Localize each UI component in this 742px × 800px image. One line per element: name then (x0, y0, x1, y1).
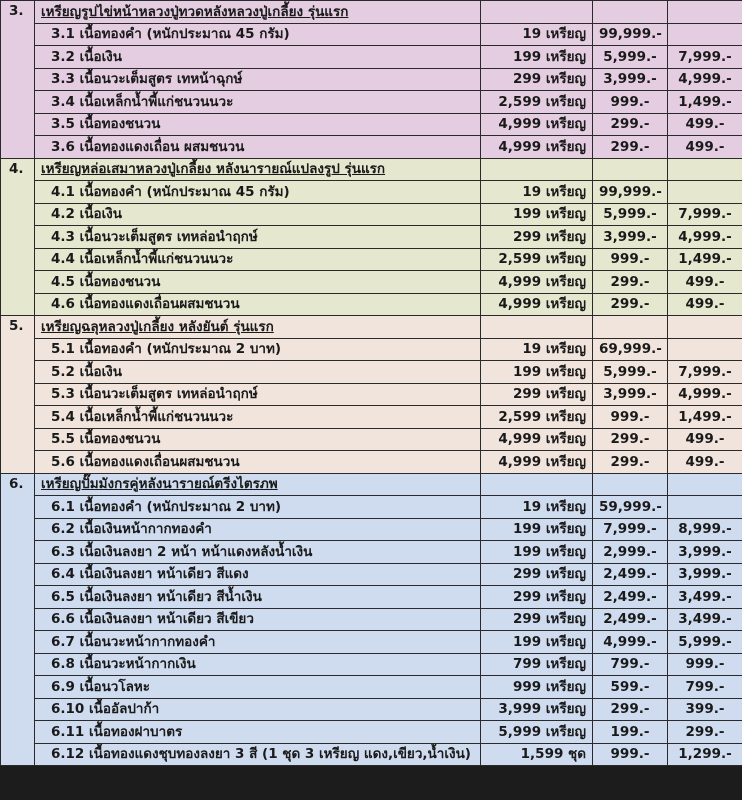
item-quantity: 19 เหรียญ (481, 338, 593, 361)
item-name: 3.6 เนื้อทองแดงเถื่อน ผสมชนวน (35, 136, 481, 159)
item-price-2: 999.- (668, 653, 742, 676)
section-number: 4. (1, 158, 35, 316)
item-price-1: 2,499.- (593, 586, 668, 609)
empty-cell (481, 473, 593, 496)
item-price-2: 3,999.- (668, 541, 742, 564)
item-name: 3.1 เนื้อทองคำ (หนักประมาณ 45 กรัม) (35, 23, 481, 46)
item-quantity: 2,599 เหรียญ (481, 406, 593, 429)
item-name: 4.1 เนื้อทองคำ (หนักประมาณ 45 กรัม) (35, 181, 481, 204)
item-price-2 (668, 23, 742, 46)
item-price-1: 599.- (593, 676, 668, 699)
item-price-1: 299.- (593, 113, 668, 136)
item-quantity: 799 เหรียญ (481, 653, 593, 676)
item-name: 5.3 เนื้อนวะเต็มสูตร เทหล่อนำฤกษ์ (35, 383, 481, 406)
item-name: 6.4 เนื้อเงินลงยา หน้าเดียว สีแดง (35, 563, 481, 586)
table-row (1, 361, 742, 384)
item-price-2: 4,999.- (668, 68, 742, 91)
section-title: เหรียญปั๊มมังกรคู่หลังนารายณ์ตรีงไตรภพ (41, 476, 278, 493)
item-price-1: 99,999.- (593, 23, 668, 46)
table-row (1, 68, 742, 91)
table-row (1, 698, 742, 721)
section-header-row (1, 316, 742, 339)
table-row (1, 226, 742, 249)
item-name: 3.4 เนื้อเหล็กน้ำพี้แก่ชนวนนวะ (35, 91, 481, 114)
section-header-row (1, 473, 742, 496)
table-row (1, 113, 742, 136)
item-price-2: 1,299.- (668, 743, 742, 766)
item-price-1: 999.- (593, 248, 668, 271)
item-price-2: 1,499.- (668, 406, 742, 429)
item-price-1: 999.- (593, 406, 668, 429)
table-row (1, 46, 742, 69)
item-name: 5.2 เนื้อเงิน (35, 361, 481, 384)
item-name: 5.5 เนื้อทองชนวน (35, 428, 481, 451)
item-price-1: 3,999.- (593, 68, 668, 91)
item-name: 3.5 เนื้อทองชนวน (35, 113, 481, 136)
item-price-1: 999.- (593, 743, 668, 766)
table-row (1, 338, 742, 361)
price-table-body (1, 1, 742, 766)
item-name: 3.2 เนื้อเงิน (35, 46, 481, 69)
item-name: 5.1 เนื้อทองคำ (หนักประมาณ 2 บาท) (35, 338, 481, 361)
item-name: 4.5 เนื้อทองชนวน (35, 271, 481, 294)
item-price-1: 69,999.- (593, 338, 668, 361)
item-price-2: 3,999.- (668, 563, 742, 586)
item-price-1: 3,999.- (593, 226, 668, 249)
item-price-2: 5,999.- (668, 631, 742, 654)
item-name: 6.11 เนื้อทองฝาบาตร (35, 721, 481, 744)
empty-cell (481, 1, 593, 24)
item-name: 4.2 เนื้อเงิน (35, 203, 481, 226)
item-price-2: 7,999.- (668, 46, 742, 69)
item-price-1: 5,999.- (593, 46, 668, 69)
item-quantity: 299 เหรียญ (481, 586, 593, 609)
table-row (1, 721, 742, 744)
item-price-2: 7,999.- (668, 361, 742, 384)
item-price-2: 8,999.- (668, 518, 742, 541)
item-name: 5.6 เนื้อทองแดงเถื่อนผสมชนวน (35, 451, 481, 474)
item-quantity: 5,999 เหรียญ (481, 721, 593, 744)
section-header-row (1, 158, 742, 181)
item-price-1: 2,499.- (593, 563, 668, 586)
item-price-1: 299.- (593, 698, 668, 721)
item-quantity: 4,999 เหรียญ (481, 113, 593, 136)
item-name: 6.9 เนื้อนวโลหะ (35, 676, 481, 699)
item-name: 6.2 เนื้อเงินหน้ากากทองคำ (35, 518, 481, 541)
empty-cell (593, 158, 668, 181)
section-title-cell (35, 158, 481, 181)
item-quantity: 999 เหรียญ (481, 676, 593, 699)
item-price-1: 799.- (593, 653, 668, 676)
table-row (1, 293, 742, 316)
table-row (1, 136, 742, 159)
section-title-cell (35, 473, 481, 496)
table-row (1, 608, 742, 631)
item-quantity: 4,999 เหรียญ (481, 451, 593, 474)
item-price-1: 99,999.- (593, 181, 668, 204)
section-number: 6. (1, 473, 35, 766)
item-price-2: 499.- (668, 428, 742, 451)
section-title-cell (35, 1, 481, 24)
item-price-2 (668, 496, 742, 519)
item-price-1: 299.- (593, 293, 668, 316)
item-price-1: 59,999.- (593, 496, 668, 519)
item-name: 6.10 เนื้ออัลปาก้า (35, 698, 481, 721)
item-price-2: 499.- (668, 451, 742, 474)
item-quantity: 299 เหรียญ (481, 383, 593, 406)
item-price-2: 499.- (668, 271, 742, 294)
table-row (1, 91, 742, 114)
empty-cell (593, 316, 668, 339)
item-price-1: 299.- (593, 136, 668, 159)
table-row (1, 586, 742, 609)
item-name: 4.4 เนื้อเหล็กน้ำพี้แก่ชนวนนวะ (35, 248, 481, 271)
section-number: 3. (1, 1, 35, 159)
item-name: 3.3 เนื้อนวะเต็มสูตร เทหน้าฉุกษ์ (35, 68, 481, 91)
item-quantity: 299 เหรียญ (481, 608, 593, 631)
item-price-2 (668, 181, 742, 204)
item-name: 6.8 เนื้อนวะหน้ากากเงิน (35, 653, 481, 676)
item-quantity: 299 เหรียญ (481, 226, 593, 249)
item-quantity: 19 เหรียญ (481, 23, 593, 46)
item-quantity: 2,599 เหรียญ (481, 248, 593, 271)
table-row (1, 451, 742, 474)
item-price-1: 199.- (593, 721, 668, 744)
empty-cell (593, 1, 668, 24)
item-price-2: 3,499.- (668, 586, 742, 609)
item-price-1: 299.- (593, 271, 668, 294)
table-row (1, 676, 742, 699)
item-name: 4.6 เนื้อทองแดงเถื่อนผสมชนวน (35, 293, 481, 316)
item-price-2: 1,499.- (668, 248, 742, 271)
item-quantity: 2,599 เหรียญ (481, 91, 593, 114)
item-price-2 (668, 338, 742, 361)
item-quantity: 4,999 เหรียญ (481, 271, 593, 294)
section-number: 5. (1, 316, 35, 474)
table-row (1, 563, 742, 586)
item-quantity: 199 เหรียญ (481, 541, 593, 564)
table-row (1, 383, 742, 406)
item-price-1: 299.- (593, 428, 668, 451)
empty-cell (668, 1, 742, 24)
empty-cell (668, 473, 742, 496)
item-price-1: 2,999.- (593, 541, 668, 564)
item-price-1: 299.- (593, 451, 668, 474)
item-price-2: 499.- (668, 293, 742, 316)
item-name: 6.3 เนื้อเงินลงยา 2 หน้า หน้าแดงหลังน้ำเงิน (35, 541, 481, 564)
item-quantity: 199 เหรียญ (481, 46, 593, 69)
table-row (1, 743, 742, 766)
table-row (1, 203, 742, 226)
section-title: เหรียญรูปไข่หน้าหลวงปู่ทวดหลังหลวงปู่เกลี้ยง รุ่นแรก (41, 3, 349, 20)
section-header-row (1, 1, 742, 24)
item-price-2: 1,499.- (668, 91, 742, 114)
item-price-1: 2,499.- (593, 608, 668, 631)
item-name: 6.12 เนื้อทองแดงชุบทองลงยา 3 สี (1 ชุด 3 เหรียญ แดง,เขียว,น้ำเงิน) (35, 743, 481, 766)
empty-cell (668, 158, 742, 181)
item-price-2: 499.- (668, 113, 742, 136)
item-price-1: 4,999.- (593, 631, 668, 654)
item-price-1: 3,999.- (593, 383, 668, 406)
item-quantity: 4,999 เหรียญ (481, 428, 593, 451)
item-quantity: 4,999 เหรียญ (481, 293, 593, 316)
empty-cell (481, 316, 593, 339)
item-price-1: 999.- (593, 91, 668, 114)
item-price-2: 299.- (668, 721, 742, 744)
item-price-1: 5,999.- (593, 203, 668, 226)
section-title-cell (35, 316, 481, 339)
item-quantity: 19 เหรียญ (481, 181, 593, 204)
table-row (1, 653, 742, 676)
empty-cell (593, 473, 668, 496)
item-price-2: 7,999.- (668, 203, 742, 226)
item-name: 6.6 เนื้อเงินลงยา หน้าเดียว สีเขียว (35, 608, 481, 631)
table-row (1, 496, 742, 519)
item-price-2: 499.- (668, 136, 742, 159)
item-quantity: 299 เหรียญ (481, 563, 593, 586)
item-quantity: 1,599 ชุด (481, 743, 593, 766)
item-price-1: 5,999.- (593, 361, 668, 384)
table-row (1, 518, 742, 541)
item-price-2: 4,999.- (668, 226, 742, 249)
table-row (1, 248, 742, 271)
table-row (1, 406, 742, 429)
empty-cell (668, 316, 742, 339)
empty-cell (481, 158, 593, 181)
item-quantity: 3,999 เหรียญ (481, 698, 593, 721)
item-quantity: 199 เหรียญ (481, 631, 593, 654)
table-row (1, 23, 742, 46)
item-price-2: 799.- (668, 676, 742, 699)
item-price-2: 3,499.- (668, 608, 742, 631)
table-row (1, 271, 742, 294)
item-name: 6.5 เนื้อเงินลงยา หน้าเดียว สีน้ำเงิน (35, 586, 481, 609)
item-quantity: 199 เหรียญ (481, 518, 593, 541)
table-row (1, 181, 742, 204)
item-price-2: 399.- (668, 698, 742, 721)
item-name: 6.1 เนื้อทองคำ (หนักประมาณ 2 บาท) (35, 496, 481, 519)
section-title: เหรียญฉลุหลวงปู่เกลี้ยง หลังยันต์ รุ่นแรก (41, 318, 274, 335)
table-row (1, 428, 742, 451)
item-price-1: 7,999.- (593, 518, 668, 541)
item-quantity: 199 เหรียญ (481, 361, 593, 384)
item-quantity: 199 เหรียญ (481, 203, 593, 226)
table-row (1, 541, 742, 564)
section-title: เหรียญหล่อเสมาหลวงปู่เกลี้ยง หลังนารายณ์แปลงรูป รุ่นแรก (41, 161, 386, 178)
item-name: 4.3 เนื้อนวะเต็มสูตร เทหล่อนำฤกษ์ (35, 226, 481, 249)
item-quantity: 4,999 เหรียญ (481, 136, 593, 159)
item-price-2: 4,999.- (668, 383, 742, 406)
item-name: 6.7 เนื้อนวะหน้ากากทองคำ (35, 631, 481, 654)
table-row (1, 631, 742, 654)
item-quantity: 19 เหรียญ (481, 496, 593, 519)
item-name: 5.4 เนื้อเหล็กน้ำพี้แก่ชนวนนวะ (35, 406, 481, 429)
item-quantity: 299 เหรียญ (481, 68, 593, 91)
